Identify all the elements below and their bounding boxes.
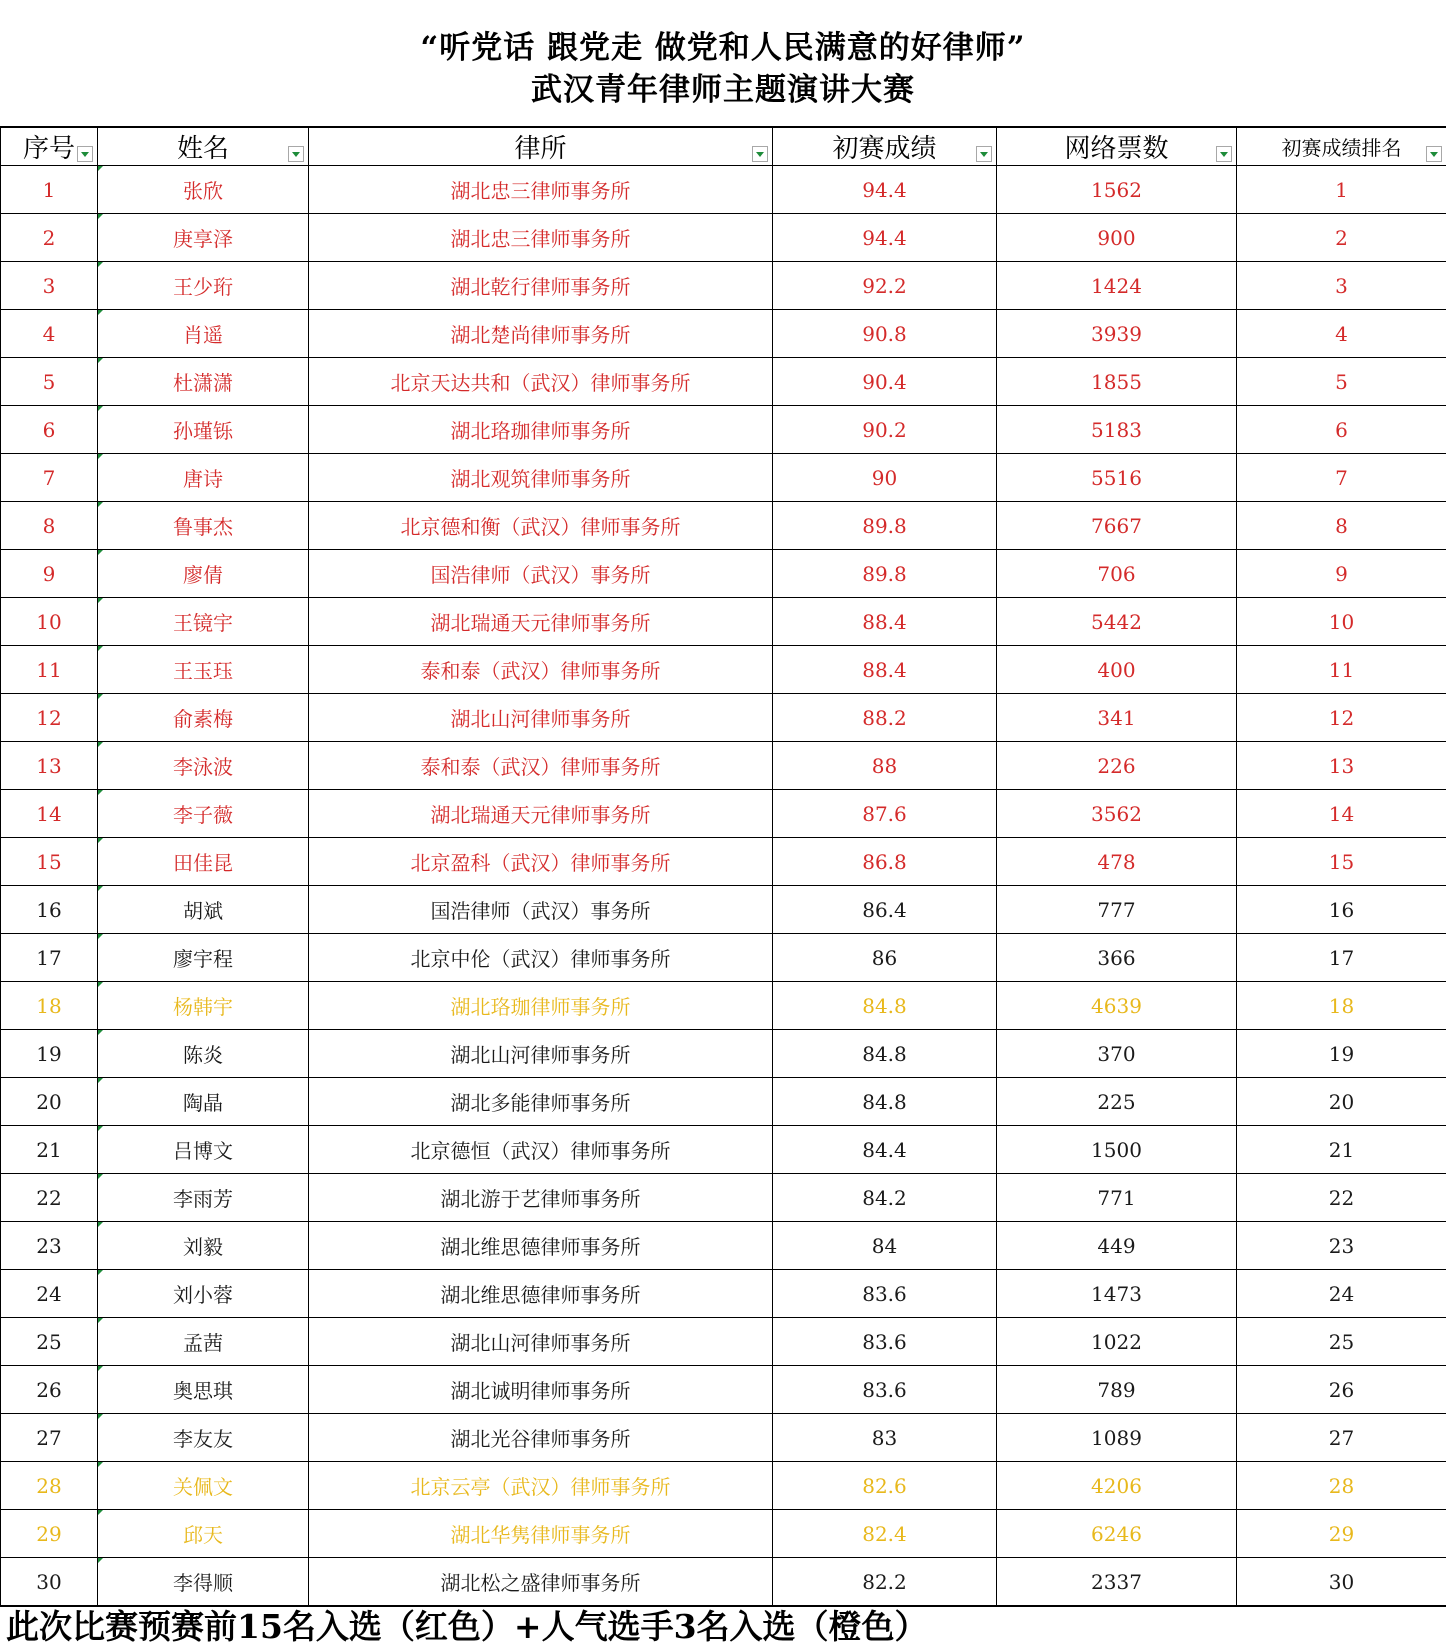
cell-score: 90 bbox=[773, 454, 997, 502]
cell-rank: 8 bbox=[1237, 502, 1446, 550]
cell-number: 15 bbox=[1, 838, 98, 886]
table-row bbox=[1, 550, 1446, 598]
cell-votes: 225 bbox=[997, 1078, 1237, 1126]
cell-number: 25 bbox=[1, 1318, 98, 1366]
cell-score: 83.6 bbox=[773, 1270, 997, 1318]
cell-votes: 1562 bbox=[997, 166, 1237, 214]
cell-firm: 湖北忠三律师事务所 bbox=[309, 166, 773, 214]
cell-rank: 13 bbox=[1237, 742, 1446, 790]
cell-votes: 706 bbox=[997, 550, 1237, 598]
cell-rank: 19 bbox=[1237, 1030, 1446, 1078]
filter-dropdown-icon[interactable] bbox=[1426, 146, 1442, 162]
cell-number: 4 bbox=[1, 310, 98, 358]
cell-number: 1 bbox=[1, 166, 98, 214]
cell-firm: 北京中伦（武汉）律师事务所 bbox=[309, 934, 773, 982]
cell-votes: 5442 bbox=[997, 598, 1237, 646]
cell-rank: 3 bbox=[1237, 262, 1446, 310]
table-row bbox=[1, 1510, 1446, 1558]
table-row bbox=[1, 454, 1446, 502]
cell-number: 18 bbox=[1, 982, 98, 1030]
cell-score: 84.8 bbox=[773, 1078, 997, 1126]
cell-name: 廖倩 bbox=[98, 550, 309, 598]
cell-name: 廖宇程 bbox=[98, 934, 309, 982]
cell-firm: 湖北瑞通天元律师事务所 bbox=[309, 598, 773, 646]
column-header-votes bbox=[997, 127, 1237, 166]
cell-rank: 6 bbox=[1237, 406, 1446, 454]
cell-name: 陶晶 bbox=[98, 1078, 309, 1126]
cell-rank: 16 bbox=[1237, 886, 1446, 934]
table-row bbox=[1, 502, 1446, 550]
cell-score: 90.2 bbox=[773, 406, 997, 454]
cell-rank: 22 bbox=[1237, 1174, 1446, 1222]
cell-votes: 789 bbox=[997, 1366, 1237, 1414]
cell-score: 84.4 bbox=[773, 1126, 997, 1174]
cell-votes: 400 bbox=[997, 646, 1237, 694]
column-header-label: 初赛成绩 bbox=[832, 134, 937, 164]
cell-rank: 29 bbox=[1237, 1510, 1446, 1558]
cell-name: 王镜宇 bbox=[98, 598, 309, 646]
cell-votes: 771 bbox=[997, 1174, 1237, 1222]
footer-note: 此次比赛预赛前15名入选（红色）+人气选手3名入选（橙色） bbox=[6, 1607, 928, 1646]
cell-score: 88.4 bbox=[773, 598, 997, 646]
cell-rank: 20 bbox=[1237, 1078, 1446, 1126]
cell-votes: 777 bbox=[997, 886, 1237, 934]
cell-firm: 泰和泰（武汉）律师事务所 bbox=[309, 646, 773, 694]
cell-firm: 湖北光谷律师事务所 bbox=[309, 1414, 773, 1462]
cell-name: 李子薇 bbox=[98, 790, 309, 838]
cell-rank: 23 bbox=[1237, 1222, 1446, 1270]
cell-name: 陈炎 bbox=[98, 1030, 309, 1078]
cell-score: 86 bbox=[773, 934, 997, 982]
table-row bbox=[1, 1558, 1446, 1607]
cell-votes: 5516 bbox=[997, 454, 1237, 502]
column-header-rank bbox=[1237, 127, 1446, 166]
cell-firm: 国浩律师（武汉）事务所 bbox=[309, 550, 773, 598]
cell-rank: 9 bbox=[1237, 550, 1446, 598]
cell-name: 李得顺 bbox=[98, 1558, 309, 1607]
cell-firm: 湖北诚明律师事务所 bbox=[309, 1366, 773, 1414]
cell-number: 2 bbox=[1, 214, 98, 262]
filter-dropdown-icon[interactable] bbox=[1216, 146, 1232, 162]
cell-firm: 湖北珞珈律师事务所 bbox=[309, 982, 773, 1030]
cell-firm: 北京德恒（武汉）律师事务所 bbox=[309, 1126, 773, 1174]
cell-number: 6 bbox=[1, 406, 98, 454]
table-row bbox=[1, 1414, 1446, 1462]
cell-name: 孙瑾铄 bbox=[98, 406, 309, 454]
cell-firm: 湖北观筑律师事务所 bbox=[309, 454, 773, 502]
column-header-label: 姓名 bbox=[176, 134, 229, 164]
cell-name: 李雨芳 bbox=[98, 1174, 309, 1222]
header-row bbox=[1, 127, 1446, 166]
cell-name: 田佳昆 bbox=[98, 838, 309, 886]
cell-rank: 14 bbox=[1237, 790, 1446, 838]
cell-votes: 226 bbox=[997, 742, 1237, 790]
cell-name: 关佩文 bbox=[98, 1462, 309, 1510]
cell-score: 94.4 bbox=[773, 214, 997, 262]
cell-rank: 7 bbox=[1237, 454, 1446, 502]
cell-firm: 湖北维思德律师事务所 bbox=[309, 1222, 773, 1270]
cell-score: 82.6 bbox=[773, 1462, 997, 1510]
cell-name: 李友友 bbox=[98, 1414, 309, 1462]
cell-number: 29 bbox=[1, 1510, 98, 1558]
cell-rank: 2 bbox=[1237, 214, 1446, 262]
cell-score: 90.4 bbox=[773, 358, 997, 406]
cell-name: 唐诗 bbox=[98, 454, 309, 502]
cell-name: 鲁事杰 bbox=[98, 502, 309, 550]
cell-score: 86.4 bbox=[773, 886, 997, 934]
score-table bbox=[0, 126, 1446, 1607]
cell-score: 89.8 bbox=[773, 550, 997, 598]
cell-number: 21 bbox=[1, 1126, 98, 1174]
title-line-2: 武汉青年律师主题演讲大赛 bbox=[531, 72, 915, 108]
cell-name: 俞素梅 bbox=[98, 694, 309, 742]
cell-votes: 7667 bbox=[997, 502, 1237, 550]
filter-dropdown-icon[interactable] bbox=[77, 146, 93, 162]
cell-score: 83.6 bbox=[773, 1318, 997, 1366]
cell-votes: 2337 bbox=[997, 1558, 1237, 1607]
cell-rank: 21 bbox=[1237, 1126, 1446, 1174]
cell-name: 吕博文 bbox=[98, 1126, 309, 1174]
cell-number: 20 bbox=[1, 1078, 98, 1126]
table-row bbox=[1, 790, 1446, 838]
cell-votes: 478 bbox=[997, 838, 1237, 886]
column-header-label: 序号 bbox=[22, 134, 75, 164]
cell-votes: 3939 bbox=[997, 310, 1237, 358]
table-row bbox=[1, 1318, 1446, 1366]
cell-number: 10 bbox=[1, 598, 98, 646]
cell-votes: 5183 bbox=[997, 406, 1237, 454]
cell-votes: 6246 bbox=[997, 1510, 1237, 1558]
cell-score: 84.8 bbox=[773, 982, 997, 1030]
cell-number: 13 bbox=[1, 742, 98, 790]
cell-score: 84 bbox=[773, 1222, 997, 1270]
table-row bbox=[1, 166, 1446, 214]
cell-votes: 4639 bbox=[997, 982, 1237, 1030]
cell-votes: 370 bbox=[997, 1030, 1237, 1078]
cell-score: 89.8 bbox=[773, 502, 997, 550]
cell-votes: 1089 bbox=[997, 1414, 1237, 1462]
cell-rank: 17 bbox=[1237, 934, 1446, 982]
cell-number: 28 bbox=[1, 1462, 98, 1510]
cell-score: 82.2 bbox=[773, 1558, 997, 1607]
table-row bbox=[1, 214, 1446, 262]
cell-votes: 3562 bbox=[997, 790, 1237, 838]
cell-rank: 30 bbox=[1237, 1558, 1446, 1607]
cell-number: 12 bbox=[1, 694, 98, 742]
cell-name: 张欣 bbox=[98, 166, 309, 214]
cell-name: 刘小蓉 bbox=[98, 1270, 309, 1318]
cell-number: 26 bbox=[1, 1366, 98, 1414]
filter-dropdown-icon[interactable] bbox=[288, 146, 304, 162]
column-header-label: 律所 bbox=[514, 134, 567, 164]
cell-rank: 24 bbox=[1237, 1270, 1446, 1318]
title-line-1: “听党话 跟党走 做党和人民满意的好律师” bbox=[420, 30, 1026, 66]
cell-rank: 5 bbox=[1237, 358, 1446, 406]
cell-number: 17 bbox=[1, 934, 98, 982]
table-row bbox=[1, 1462, 1446, 1510]
table-row bbox=[1, 886, 1446, 934]
cell-score: 84.8 bbox=[773, 1030, 997, 1078]
cell-score: 88.4 bbox=[773, 646, 997, 694]
cell-number: 16 bbox=[1, 886, 98, 934]
table-row bbox=[1, 694, 1446, 742]
cell-rank: 10 bbox=[1237, 598, 1446, 646]
cell-name: 肖遥 bbox=[98, 310, 309, 358]
cell-firm: 湖北松之盛律师事务所 bbox=[309, 1558, 773, 1607]
cell-firm: 湖北瑞通天元律师事务所 bbox=[309, 790, 773, 838]
cell-name: 奥思琪 bbox=[98, 1366, 309, 1414]
cell-number: 7 bbox=[1, 454, 98, 502]
cell-number: 30 bbox=[1, 1558, 98, 1607]
title-block bbox=[0, 0, 1446, 126]
table-row bbox=[1, 1030, 1446, 1078]
table-row bbox=[1, 358, 1446, 406]
table-row bbox=[1, 1366, 1446, 1414]
cell-number: 9 bbox=[1, 550, 98, 598]
cell-firm: 湖北游于艺律师事务所 bbox=[309, 1174, 773, 1222]
table-row bbox=[1, 310, 1446, 358]
cell-votes: 1022 bbox=[997, 1318, 1237, 1366]
table-row bbox=[1, 742, 1446, 790]
cell-rank: 28 bbox=[1237, 1462, 1446, 1510]
cell-score: 94.4 bbox=[773, 166, 997, 214]
table-row bbox=[1, 1222, 1446, 1270]
cell-name: 孟茜 bbox=[98, 1318, 309, 1366]
cell-name: 刘毅 bbox=[98, 1222, 309, 1270]
cell-score: 88.2 bbox=[773, 694, 997, 742]
column-header-firm bbox=[309, 127, 773, 166]
cell-firm: 北京盈科（武汉）律师事务所 bbox=[309, 838, 773, 886]
cell-rank: 1 bbox=[1237, 166, 1446, 214]
cell-name: 李泳波 bbox=[98, 742, 309, 790]
cell-firm: 北京天达共和（武汉）律师事务所 bbox=[309, 358, 773, 406]
cell-name: 杜潇潇 bbox=[98, 358, 309, 406]
cell-score: 84.2 bbox=[773, 1174, 997, 1222]
cell-firm: 湖北山河律师事务所 bbox=[309, 1318, 773, 1366]
table-body bbox=[1, 166, 1446, 1607]
cell-votes: 341 bbox=[997, 694, 1237, 742]
cell-score: 88 bbox=[773, 742, 997, 790]
table-row bbox=[1, 838, 1446, 886]
table-row bbox=[1, 406, 1446, 454]
cell-firm: 湖北多能律师事务所 bbox=[309, 1078, 773, 1126]
cell-rank: 25 bbox=[1237, 1318, 1446, 1366]
cell-score: 90.8 bbox=[773, 310, 997, 358]
cell-name: 杨韩宇 bbox=[98, 982, 309, 1030]
cell-number: 23 bbox=[1, 1222, 98, 1270]
filter-dropdown-icon[interactable] bbox=[752, 146, 768, 162]
column-header-label: 初赛成绩排名 bbox=[1281, 136, 1402, 160]
table-row bbox=[1, 934, 1446, 982]
column-header-no bbox=[1, 127, 98, 166]
cell-score: 92.2 bbox=[773, 262, 997, 310]
table-row bbox=[1, 1270, 1446, 1318]
table-row bbox=[1, 1078, 1446, 1126]
table-row bbox=[1, 646, 1446, 694]
cell-score: 83 bbox=[773, 1414, 997, 1462]
cell-votes: 449 bbox=[997, 1222, 1237, 1270]
cell-firm: 湖北珞珈律师事务所 bbox=[309, 406, 773, 454]
cell-number: 5 bbox=[1, 358, 98, 406]
filter-dropdown-icon[interactable] bbox=[976, 146, 992, 162]
cell-score: 87.6 bbox=[773, 790, 997, 838]
table-row bbox=[1, 1174, 1446, 1222]
cell-score: 86.8 bbox=[773, 838, 997, 886]
cell-score: 83.6 bbox=[773, 1366, 997, 1414]
cell-firm: 北京德和衡（武汉）律师事务所 bbox=[309, 502, 773, 550]
cell-firm: 湖北华隽律师事务所 bbox=[309, 1510, 773, 1558]
cell-votes: 1855 bbox=[997, 358, 1237, 406]
cell-votes: 4206 bbox=[997, 1462, 1237, 1510]
table-row bbox=[1, 1126, 1446, 1174]
cell-rank: 15 bbox=[1237, 838, 1446, 886]
cell-rank: 4 bbox=[1237, 310, 1446, 358]
cell-rank: 27 bbox=[1237, 1414, 1446, 1462]
cell-firm: 湖北山河律师事务所 bbox=[309, 694, 773, 742]
cell-firm: 泰和泰（武汉）律师事务所 bbox=[309, 742, 773, 790]
cell-rank: 12 bbox=[1237, 694, 1446, 742]
cell-rank: 18 bbox=[1237, 982, 1446, 1030]
cell-firm: 北京云亭（武汉）律师事务所 bbox=[309, 1462, 773, 1510]
cell-number: 27 bbox=[1, 1414, 98, 1462]
cell-name: 庚享泽 bbox=[98, 214, 309, 262]
cell-rank: 26 bbox=[1237, 1366, 1446, 1414]
column-header-label: 网络票数 bbox=[1064, 134, 1169, 164]
cell-votes: 1424 bbox=[997, 262, 1237, 310]
cell-votes: 1500 bbox=[997, 1126, 1237, 1174]
cell-number: 3 bbox=[1, 262, 98, 310]
cell-votes: 366 bbox=[997, 934, 1237, 982]
cell-name: 王玉珏 bbox=[98, 646, 309, 694]
cell-name: 王少珩 bbox=[98, 262, 309, 310]
cell-firm: 湖北乾行律师事务所 bbox=[309, 262, 773, 310]
cell-number: 22 bbox=[1, 1174, 98, 1222]
cell-firm: 湖北山河律师事务所 bbox=[309, 1030, 773, 1078]
table-row bbox=[1, 982, 1446, 1030]
table-row bbox=[1, 598, 1446, 646]
cell-firm: 湖北维思德律师事务所 bbox=[309, 1270, 773, 1318]
cell-number: 8 bbox=[1, 502, 98, 550]
cell-rank: 11 bbox=[1237, 646, 1446, 694]
cell-votes: 1473 bbox=[997, 1270, 1237, 1318]
cell-firm: 湖北楚尚律师事务所 bbox=[309, 310, 773, 358]
cell-firm: 湖北忠三律师事务所 bbox=[309, 214, 773, 262]
column-header-score bbox=[773, 127, 997, 166]
cell-name: 胡斌 bbox=[98, 886, 309, 934]
cell-score: 82.4 bbox=[773, 1510, 997, 1558]
cell-number: 11 bbox=[1, 646, 98, 694]
table-row bbox=[1, 262, 1446, 310]
cell-votes: 900 bbox=[997, 214, 1237, 262]
cell-number: 19 bbox=[1, 1030, 98, 1078]
cell-firm: 国浩律师（武汉）事务所 bbox=[309, 886, 773, 934]
cell-name: 邱天 bbox=[98, 1510, 309, 1558]
cell-number: 14 bbox=[1, 790, 98, 838]
column-header-name bbox=[98, 127, 309, 166]
cell-number: 24 bbox=[1, 1270, 98, 1318]
